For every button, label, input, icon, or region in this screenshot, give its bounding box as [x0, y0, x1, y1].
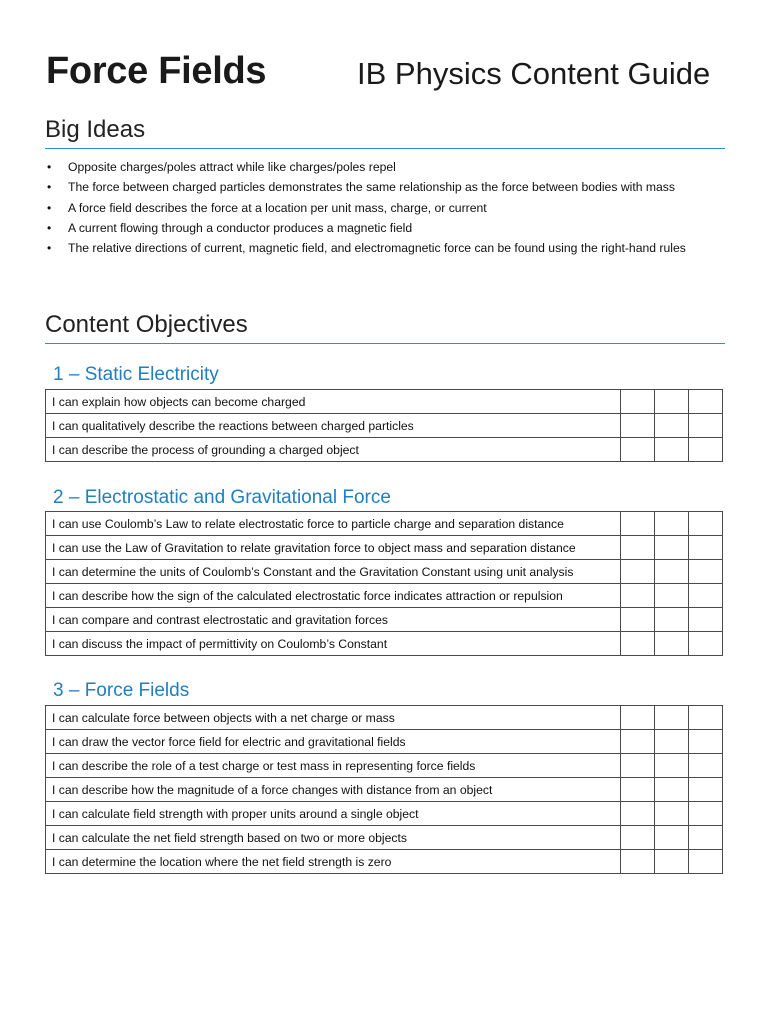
- objective-text: I can discuss the impact of permittivity on Coulomb’s Constant: [46, 632, 621, 656]
- check-box[interactable]: [655, 584, 689, 608]
- section-heading-static-electricity: 1 – Static Electricity: [53, 364, 219, 385]
- check-box[interactable]: [655, 802, 689, 826]
- objectives-table-static-electricity: [45, 389, 723, 462]
- big-idea-text: The force between charged particles demonstrates the same relationship as the force between bodies with mass: [68, 180, 675, 195]
- check-box[interactable]: [689, 826, 723, 850]
- check-box[interactable]: [689, 512, 723, 536]
- check-box[interactable]: [621, 706, 655, 730]
- objective-row: [46, 536, 723, 560]
- check-box[interactable]: [621, 608, 655, 632]
- check-box[interactable]: [621, 778, 655, 802]
- objective-text: I can determine the location where the net field strength is zero: [46, 850, 621, 874]
- check-box[interactable]: [689, 390, 723, 414]
- section-heading-force-fields: 3 – Force Fields: [53, 680, 190, 701]
- objective-row: [46, 390, 723, 414]
- objective-row: [46, 850, 723, 874]
- document-subtitle: IB Physics Content Guide: [357, 56, 711, 91]
- objective-row: [46, 414, 723, 438]
- check-box[interactable]: [655, 512, 689, 536]
- check-box[interactable]: [689, 850, 723, 874]
- big-ideas-heading: Big Ideas: [45, 116, 725, 149]
- check-box[interactable]: [689, 536, 723, 560]
- big-idea-item: [46, 157, 736, 177]
- objective-row: [46, 778, 723, 802]
- check-box[interactable]: [655, 632, 689, 656]
- objective-text: I can describe the role of a test charge or test mass in representing force fields: [46, 754, 621, 778]
- check-box[interactable]: [655, 826, 689, 850]
- check-box[interactable]: [655, 730, 689, 754]
- objective-text: I can calculate field strength with proper units around a single object: [46, 802, 621, 826]
- big-idea-item: [46, 218, 736, 238]
- check-box[interactable]: [689, 584, 723, 608]
- big-idea-text: A force field describes the force at a location per unit mass, charge, or current: [68, 200, 487, 215]
- check-box[interactable]: [621, 802, 655, 826]
- objective-row: [46, 826, 723, 850]
- check-box[interactable]: [621, 730, 655, 754]
- objective-text: I can use the Law of Gravitation to relate gravitation force to object mass and separation distance: [46, 536, 621, 560]
- objective-text: I can use Coulomb’s Law to relate electrostatic force to particle charge and separation distance: [46, 512, 621, 536]
- check-box[interactable]: [689, 608, 723, 632]
- objective-row: [46, 608, 723, 632]
- check-box[interactable]: [689, 560, 723, 584]
- objective-row: [46, 754, 723, 778]
- content-objectives-heading: Content Objectives: [45, 311, 725, 344]
- check-box[interactable]: [621, 536, 655, 560]
- check-box[interactable]: [621, 850, 655, 874]
- check-box[interactable]: [655, 390, 689, 414]
- check-box[interactable]: [655, 850, 689, 874]
- check-box[interactable]: [689, 778, 723, 802]
- objective-text: I can calculate force between objects with a net charge or mass: [46, 706, 621, 730]
- check-box[interactable]: [655, 414, 689, 438]
- check-box[interactable]: [655, 754, 689, 778]
- big-idea-text: A current flowing through a conductor produces a magnetic field: [68, 220, 413, 235]
- objective-text: I can describe the process of grounding a charged object: [46, 438, 621, 462]
- objective-text: I can qualitatively describe the reactions between charged particles: [46, 414, 621, 438]
- objectives-table-force-fields: [45, 705, 723, 874]
- objective-text: I can compare and contrast electrostatic and gravitation forces: [46, 608, 621, 632]
- check-box[interactable]: [689, 802, 723, 826]
- check-box[interactable]: [621, 584, 655, 608]
- check-box[interactable]: [689, 706, 723, 730]
- check-box[interactable]: [689, 414, 723, 438]
- check-box[interactable]: [689, 754, 723, 778]
- objective-row: [46, 802, 723, 826]
- check-box[interactable]: [621, 390, 655, 414]
- check-box[interactable]: [655, 608, 689, 632]
- big-idea-item: [46, 198, 736, 218]
- objective-row: [46, 584, 723, 608]
- check-box[interactable]: [655, 438, 689, 462]
- objective-text: I can describe how the sign of the calculated electrostatic force indicates attraction or repulsion: [46, 584, 621, 608]
- objective-text: I can describe how the magnitude of a force changes with distance from an object: [46, 778, 621, 802]
- check-box[interactable]: [655, 778, 689, 802]
- objective-row: [46, 560, 723, 584]
- check-box[interactable]: [689, 730, 723, 754]
- objective-row: [46, 706, 723, 730]
- bullet-icon: •: [47, 220, 52, 235]
- check-box[interactable]: [621, 512, 655, 536]
- big-idea-text: Opposite charges/poles attract while like charges/poles repel: [68, 160, 396, 174]
- objective-text: I can determine the units of Coulomb’s Constant and the Gravitation Constant using unit analysis: [46, 560, 621, 584]
- document-title: Force Fields: [46, 50, 267, 92]
- big-idea-item: [46, 177, 736, 197]
- bullet-icon: •: [47, 160, 52, 174]
- check-box[interactable]: [621, 826, 655, 850]
- check-box[interactable]: [621, 438, 655, 462]
- objective-row: [46, 632, 723, 656]
- check-box[interactable]: [655, 560, 689, 584]
- big-idea-item: [46, 238, 736, 258]
- big-ideas-list: [46, 157, 736, 258]
- check-box[interactable]: [621, 632, 655, 656]
- objective-row: [46, 730, 723, 754]
- section-heading-electrostatic-gravitational: 2 – Electrostatic and Gravitational Force: [53, 487, 391, 508]
- check-box[interactable]: [655, 536, 689, 560]
- objectives-table-electrostatic-gravitational: [45, 511, 723, 656]
- objective-row: [46, 438, 723, 462]
- check-box[interactable]: [621, 560, 655, 584]
- check-box[interactable]: [689, 438, 723, 462]
- objective-text: I can draw the vector force field for electric and gravitational fields: [46, 730, 621, 754]
- check-box[interactable]: [621, 414, 655, 438]
- check-box[interactable]: [621, 754, 655, 778]
- big-idea-text: The relative directions of current, magnetic field, and electromagnetic force can be found using the right-hand rules: [68, 241, 686, 256]
- objective-text: I can calculate the net field strength based on two or more objects: [46, 826, 621, 850]
- check-box[interactable]: [655, 706, 689, 730]
- objective-row: [46, 512, 723, 536]
- bullet-icon: •: [47, 180, 52, 195]
- objective-text: I can explain how objects can become charged: [46, 390, 621, 414]
- bullet-icon: •: [47, 200, 52, 215]
- bullet-icon: •: [47, 241, 52, 256]
- check-box[interactable]: [689, 632, 723, 656]
